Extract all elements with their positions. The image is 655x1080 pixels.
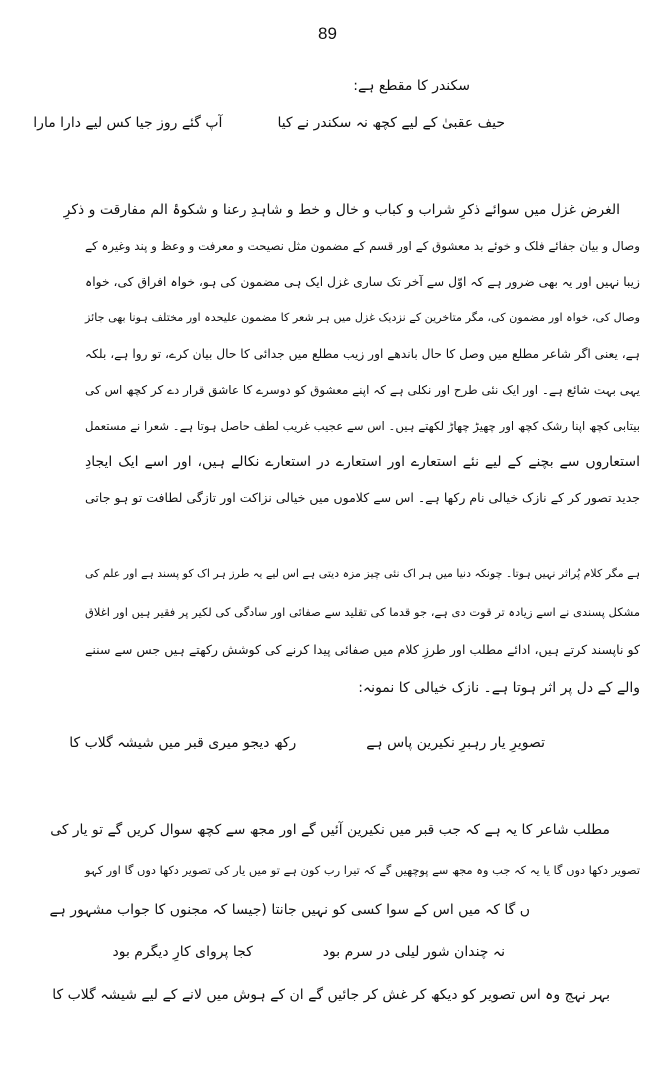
page-number: 89 bbox=[318, 24, 337, 43]
text-line: وصال و بیان جفائے فلک و خوئے بد معشوق کے اور قسم کے مضمون مثل نصیحت و معرفت و وعظ و پند وغیرہ کے bbox=[85, 239, 640, 253]
text-line: کو ناپسند کرتے ہیں، ادائے مطلب اور طرزِ کلام میں صفائی پیدا کرنے کی کوشش رکھتے ہیں جس سے سننے bbox=[85, 642, 640, 657]
text-line: الغرض غزل میں سوائے ذکرِ شراب و کباب و خال و خط و شاہدِ رعنا و شکوۂ الم مفارقت و ذکرِ bbox=[63, 202, 620, 218]
verse-couplet-3 bbox=[112, 942, 505, 962]
text-line: زیبا نہیں اور یہ بھی ضرور ہے کہ اوّل سے آخر تک ساری غزل ایک ہی مضمون کی ہو، خواہ افراق کی، خواہ bbox=[85, 275, 640, 289]
text-line: جدید تصور کر کے نازک خیالی نام رکھا ہے۔ اس سے کلاموں میں خیالی نزاکت اور تازگی لطافت تو ہو جاتی bbox=[85, 490, 640, 505]
text-line: وصال کی، خواہ اور مضمون کی، مگر متاخرین کے نزدیک غزل میں ہر شعر کا مضمون علیحدہ اور مختلف ہونا بھی جائز bbox=[85, 311, 640, 324]
text-line: استعاروں سے بچنے کے لیے نئے استعارے اور استعارے در استعارے نکالے ہیں، اور اسے ایک ایجادِ bbox=[85, 454, 640, 470]
text-line: ہے مگر کلام پُراثر نہیں ہوتا۔ چونکہ دنیا میں ہر اک نئی چیز مزہ دیتی ہے اس لیے یہ طرز ہر اک کو پسند ہے اور علم کی bbox=[85, 567, 640, 580]
verse-hemistich: نہ چندان شور لیلی در سرم بود bbox=[322, 944, 505, 960]
text-line: ہے، یعنی اگر شاعر مطلع میں وصل کا حال باندھے اور زیب مطلع میں جدائی کا حال بیان کرے، تو روا ہے، بلکہ bbox=[85, 347, 640, 361]
text-line: ں گا کہ میں اس کے سوا کسی کو نہیں جانتا (جیسا کہ مجنوں کا جواب مشہور ہے bbox=[49, 902, 530, 918]
text-line: مشکل پسندی نے اسے زیادہ تر قوت دی ہے، جو قدما کی تقلید سے صفائی اور سادگی کی لکیر پر فقیر ہیں اور اغلاق bbox=[85, 605, 640, 619]
verse-hemistich: کجا پروای کارِ دیگرم بود bbox=[112, 944, 253, 960]
text-line: یہی بہت شائع ہے۔ اور ایک نئی طرح اور نکلی ہے کہ اپنے معشوق کو دوسرے کا عاشق قرار دے کر کچھ اس کی bbox=[85, 383, 640, 397]
text-line: بیتابی کچھ اپنا رشک کچھ اور چھیڑ چھاڑ لکھتے ہیں۔ اس سے عجیب غریب لطف حاصل ہوتا ہے۔ شعرا نے مستعمل bbox=[85, 419, 640, 433]
verse-hemistich: تصویرِ یار رہبرِ نکیرین پاس ہے bbox=[366, 735, 545, 751]
text-line: بہر نہج وہ اس تصویر کو دیکھ کر غش کر جائیں گے ان کے ہوش میں لانے کے لیے شیشہ گلاب کا bbox=[52, 987, 610, 1003]
verse-hemistich: رکھ دیجو میری قبر میں شیشہ گلاب کا bbox=[69, 735, 297, 751]
verse-hemistich: آپ گئے روز جیا کس لیے دارا مارا bbox=[33, 115, 223, 131]
heading: سکندر کا مقطع ہے: bbox=[353, 78, 470, 94]
text-line: والے کے دل پر اثر ہوتا ہے۔ نازک خیالی کا نمونہ: bbox=[358, 680, 640, 696]
verse-hemistich: حیف عقبیٰ کے لیے کچھ نہ سکندر نے کیا bbox=[277, 115, 505, 131]
verse-couplet-1 bbox=[33, 113, 505, 133]
text-line: مطلب شاعر کا یہ ہے کہ جب قبر میں نکیرین آئیں گے اور مجھ سے کچھ سوال کریں گے تو یار کی bbox=[50, 822, 610, 838]
text-line: تصویر دکھا دوں گا یا یہ کہ جب وہ مجھ سے پوچھیں گے کہ تیرا رب کون ہے تو میں یار کی تصویر دکھا دوں گا اور کہو bbox=[85, 863, 640, 877]
verse-couplet-2 bbox=[69, 733, 545, 753]
